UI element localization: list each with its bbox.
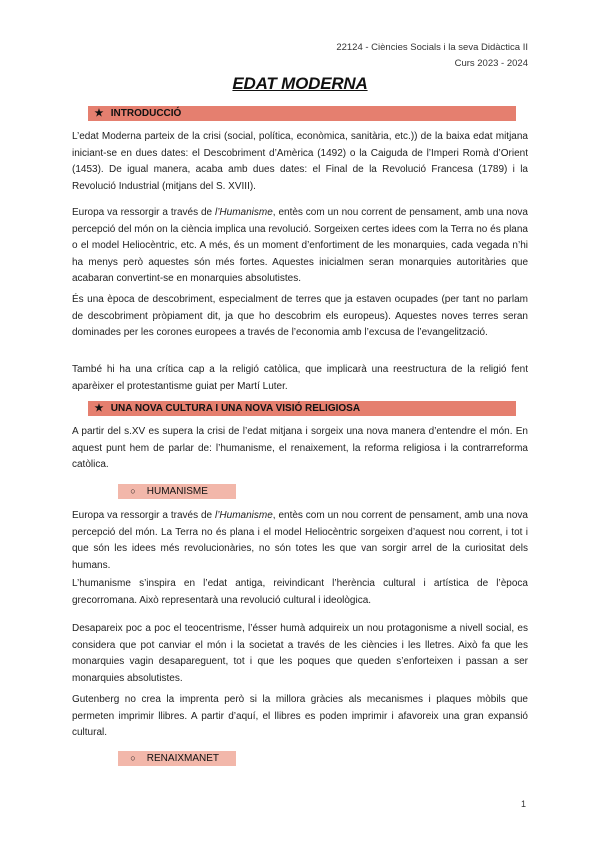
emphasis-text: l’Humanisme [214,207,273,218]
star-icon: ★ [94,403,104,414]
paragraph-humanisme-3: Desapareix poc a poc el teocentrisme, l’ésser humà adquireix un nou protagonisme a nivell social, es considera que pot canviar el món i la societat a través de les ciències i les lletres. Això fa que les monarquies vagin desapareguent, tot i que les poques que queden s’enforteixen i passan a ser monarquies absolutistes. [72,623,528,684]
paragraph-humanisme-2: L’humanisme s’inspira en l’edat antiga, reivindicant l’herència cultural i artística de l’època grecorromana. Això representarà una revolució cultural i ideològica. [72,578,528,606]
star-icon: ★ [94,108,104,119]
subsection-heading-renaixement [118,751,236,766]
subsection-heading-label: HUMANISME [146,486,208,497]
circle-bullet-icon: ○ [130,486,136,496]
emphasis-text: l’Humanisme [214,510,273,521]
section-heading-label: INTRODUCCIÓ [110,108,182,119]
paragraph-humanisme-4: Gutenberg no crea la imprenta però si la millora gràcies als mecanismes i plaques mòbils que permeten imprimir llibres. A partir d’aquí, el llibres es poden imprimir i afavoreix una gran expansió cultural. [72,694,528,738]
paragraph-intro-3: És una època de descobriment, especialment de terres que ja estaven ocupades (per tant no parlam de descobriment pròpiament dit, ja que ho descobrim els europeus). Aquestes noves terres seran dominades per les corones europees a través de l’economia amb l’excusa de l’evangelització. [72,294,528,338]
paragraph-intro-2 [72,205,528,288]
paragraph-nova-cultura-1: A partir del s.XV es supera la crisi de l’edat mitjana i sorgeix una nova manera d’entendre el món. En aquest punt hem de parlar de: l’humanisme, el renaixement, la reforma religiosa i la contrarreforma catòlica. [72,426,528,470]
page-header [336,40,528,72]
section-heading-nova-cultura [88,401,516,416]
page-number: 1 [520,799,526,809]
paragraph-humanisme-1 [72,508,528,574]
paragraph-text: Europa va ressorgir a través de [72,510,215,521]
paragraph-text: , entès com un nou corrent de pensament, amb una nova percepció del món on la ciència implica una revolució. Sorgeixen certes idees com la Terra no és plana o el model Heliocèntric, etc. A més, és un moment d’enfortiment de les monarquies, cada vegada n’hi ha menys però aquestes són més fortes. Aquestes inicialmen seran monarquies autoritàries que acabaran convertint-se en monarquies absolutistes. [72,207,528,284]
circle-bullet-icon: ○ [130,753,136,763]
header-year: Curs 2023 - 2024 [454,58,528,69]
section-heading-label: UNA NOVA CULTURA I UNA NOVA VISIÓ RELIGIOSA [110,403,361,414]
page-title: EDAT MODERNA [232,74,368,93]
section-heading-introduccio [88,106,516,121]
paragraph-intro-1: L’edat Moderna parteix de la crisi (social, política, econòmica, sanitària, etc.)) de la baixa edat mitjana iniciant-se en dues dates: el Descobriment d’Amèrica (1492) o la Caiguda de l’Imperi Romà d’Orient (1453). De igual manera, acaba amb dues dates: el Final de la Revolució Francesa (1789) i la Revolució Industrial (mitjans del S. XVIII). [72,131,528,192]
paragraph-text: Europa va ressorgir a través de [72,207,215,218]
header-course: 22124 - Ciències Socials i la seva Didàctica II [336,42,528,53]
paragraph-intro-4: També hi ha una crítica cap a la religió catòlica, que implicarà una reestructura de la religió fent aparèixer el protestantisme guiat per Martí Luter. [72,364,528,392]
subsection-heading-humanisme [118,484,236,499]
paragraph-text: , entès com un nou corrent de pensament, amb una nova percepció del món. La Terra no és plana i el model Heliocèntric sorgeixen d’aquest nou corrent, i tot i que són les idees més revolucionàries, no són totes les que van sorgir arrel de la curiositat dels humans. [72,510,528,571]
subsection-heading-label: RENAIXMANET [146,753,220,764]
